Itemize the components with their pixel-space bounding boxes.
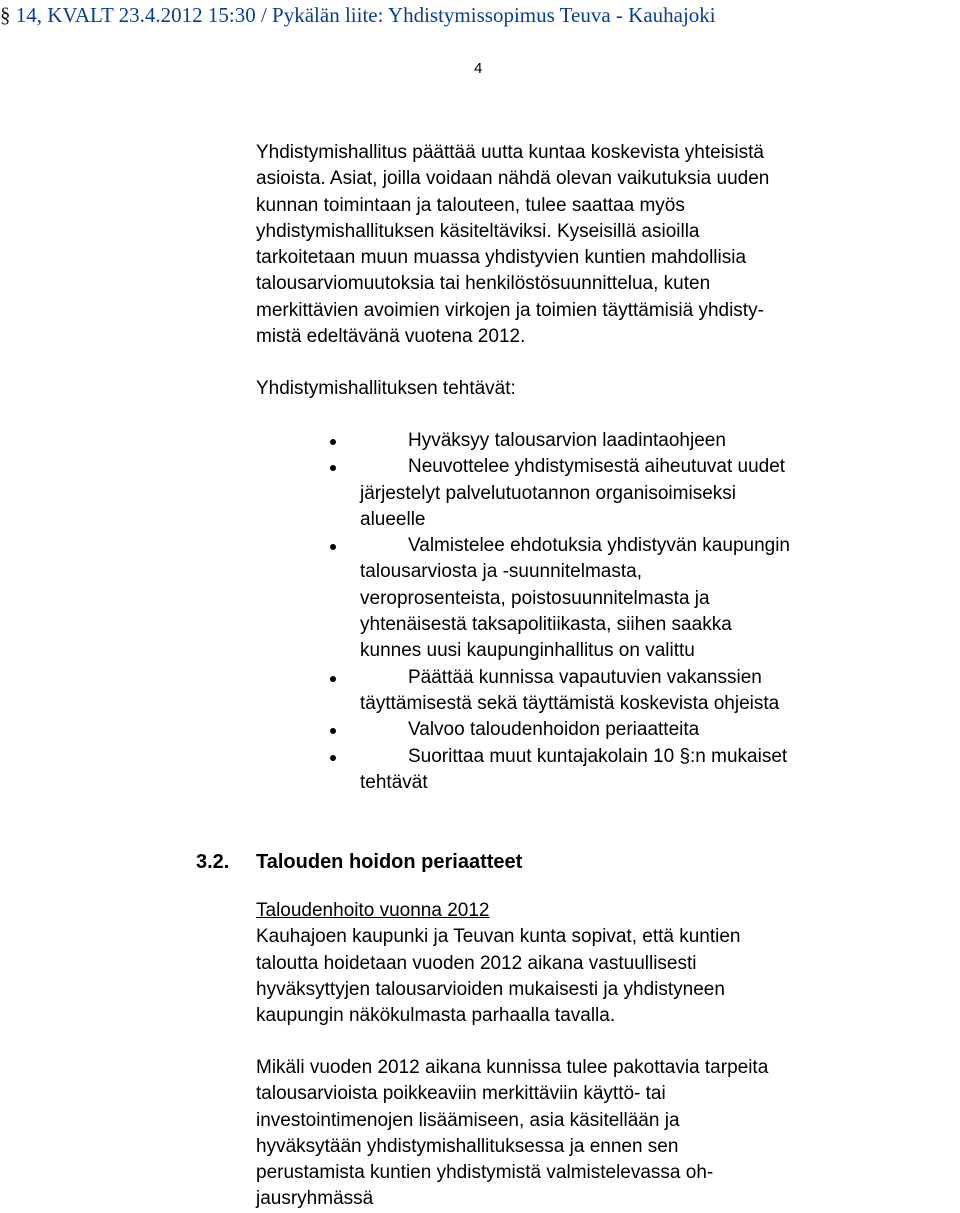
list-item bbox=[330, 428, 890, 454]
paragraph-line: Kauhajoen kaupunki ja Teuvan kunta sopivat, että kuntien bbox=[256, 926, 741, 948]
list-item bbox=[330, 744, 890, 797]
paragraph-line: taloutta hoidetaan vuoden 2012 aikana vastuullisesti bbox=[256, 952, 697, 974]
paragraph-line: investointimenojen lisäämiseen, asia käsitellään ja bbox=[256, 1109, 680, 1131]
list-item-line: Hyväksyy talousarvion laadintaohjeen bbox=[408, 430, 726, 451]
list-item-text bbox=[330, 454, 890, 533]
paragraph-line: Mikäli vuoden 2012 aikana kunnissa tulee pakottavia tarpeita bbox=[256, 1057, 769, 1078]
list-item-text bbox=[330, 428, 890, 454]
list-item bbox=[330, 454, 890, 533]
section-sign: § bbox=[0, 3, 11, 27]
section-title: Talouden hoidon periaatteet bbox=[256, 851, 523, 873]
paragraph-financial-management bbox=[256, 898, 876, 1029]
page-header bbox=[0, 2, 960, 28]
paragraph-line: jausryhmässä bbox=[256, 1188, 374, 1210]
list-item bbox=[330, 533, 890, 664]
list-item-line: täyttämisestä sekä täyttämistä koskevista ohjeista bbox=[360, 692, 780, 714]
paragraph-line: hyväksytään yhdistymishallituksessa ja ennen sen bbox=[256, 1135, 679, 1157]
paragraph-line: yhdistymishallituksen käsiteltäviksi. Kyseisillä asioilla bbox=[256, 220, 700, 242]
paragraph-line: talousarviomuutoksia tai henkilöstösuunnittelua, kuten bbox=[256, 273, 711, 295]
list-item-line: Neuvottelee yhdistymisestä aiheutuvat uudet bbox=[408, 456, 786, 478]
subheading: Taloudenhoito vuonna 2012 bbox=[256, 900, 490, 921]
paragraph-line: asioista. Asiat, joilla voidaan nähdä olevan vaikutuksia uuden bbox=[256, 168, 770, 190]
bullet-icon bbox=[330, 439, 336, 445]
list-item-line: Suorittaa muut kuntajakolain 10 §:n mukaiset bbox=[408, 745, 788, 767]
list-item-line: kunnes uusi kaupunginhallitus on valittu bbox=[360, 640, 695, 662]
paragraph-line: kunnan toimintaan ja talouteen, tulee saattaa myös bbox=[256, 194, 685, 216]
list-item bbox=[330, 665, 890, 718]
bullet-icon bbox=[330, 676, 336, 682]
tasks-list bbox=[330, 428, 890, 796]
paragraph-board-decisions bbox=[256, 140, 876, 350]
list-item-line: Valvoo taloudenhoidon periaatteita bbox=[408, 719, 700, 741]
paragraph-line: perustamista kuntien yhdistymistä valmistelevassa oh- bbox=[256, 1162, 714, 1184]
bullet-icon bbox=[330, 755, 336, 761]
tasks-heading: Yhdistymishallituksen tehtävät: bbox=[256, 378, 516, 399]
paragraph-line: talousarvioista poikkeaviin merkittäviin käyttö- tai bbox=[256, 1083, 666, 1105]
list-item-line: veroprosenteista, poistosuunnitelmasta ja bbox=[360, 587, 710, 609]
list-item bbox=[330, 717, 890, 743]
list-item-line: talousarviosta ja -suunnitelmasta, bbox=[360, 561, 642, 583]
section-number: 3.2. bbox=[196, 851, 230, 873]
paragraph-line: hyväksyttyjen talousarvioiden mukaisesti ja yhdistyneen bbox=[256, 978, 725, 1000]
list-item-line: Valmistelee ehdotuksia yhdistyvän kaupungin bbox=[408, 535, 790, 557]
paragraph-line: mistä edeltävänä vuotena 2012. bbox=[256, 326, 526, 348]
list-item-line: tehtävät bbox=[360, 771, 428, 793]
list-item-line: yhtenäisestä taksapolitiikasta, siihen saakka bbox=[360, 614, 732, 636]
paragraph-line: merkittävien avoimien virkojen ja toimien täyttämisiä yhdisty- bbox=[256, 299, 764, 321]
list-item-text bbox=[330, 533, 890, 664]
section-heading bbox=[196, 848, 522, 876]
page-number: 4 bbox=[474, 60, 483, 77]
paragraph-exceptions bbox=[256, 1055, 896, 1213]
list-item-text bbox=[330, 744, 890, 797]
paragraph-line: Yhdistymishallitus päättää uutta kuntaa koskevista yhteisistä bbox=[256, 142, 764, 163]
paragraph-line: tarkoitetaan muun muassa yhdistyvien kuntien mahdollisia bbox=[256, 247, 747, 269]
list-item-line: Päättää kunnissa vapautuvien vakanssien bbox=[408, 666, 762, 688]
list-item-text bbox=[330, 717, 890, 743]
list-item-line: alueelle bbox=[360, 508, 426, 530]
list-item-line: järjestelyt palvelutuotannon organisoimiseksi bbox=[360, 482, 736, 504]
paragraph-line: kaupungin näkökulmasta parhaalla tavalla. bbox=[256, 1005, 616, 1027]
list-item-text bbox=[330, 665, 890, 718]
header-text: 14, KVALT 23.4.2012 15:30 / Pykälän liite: Yhdistymissopimus Teuva - Kauhajoki bbox=[15, 3, 716, 27]
